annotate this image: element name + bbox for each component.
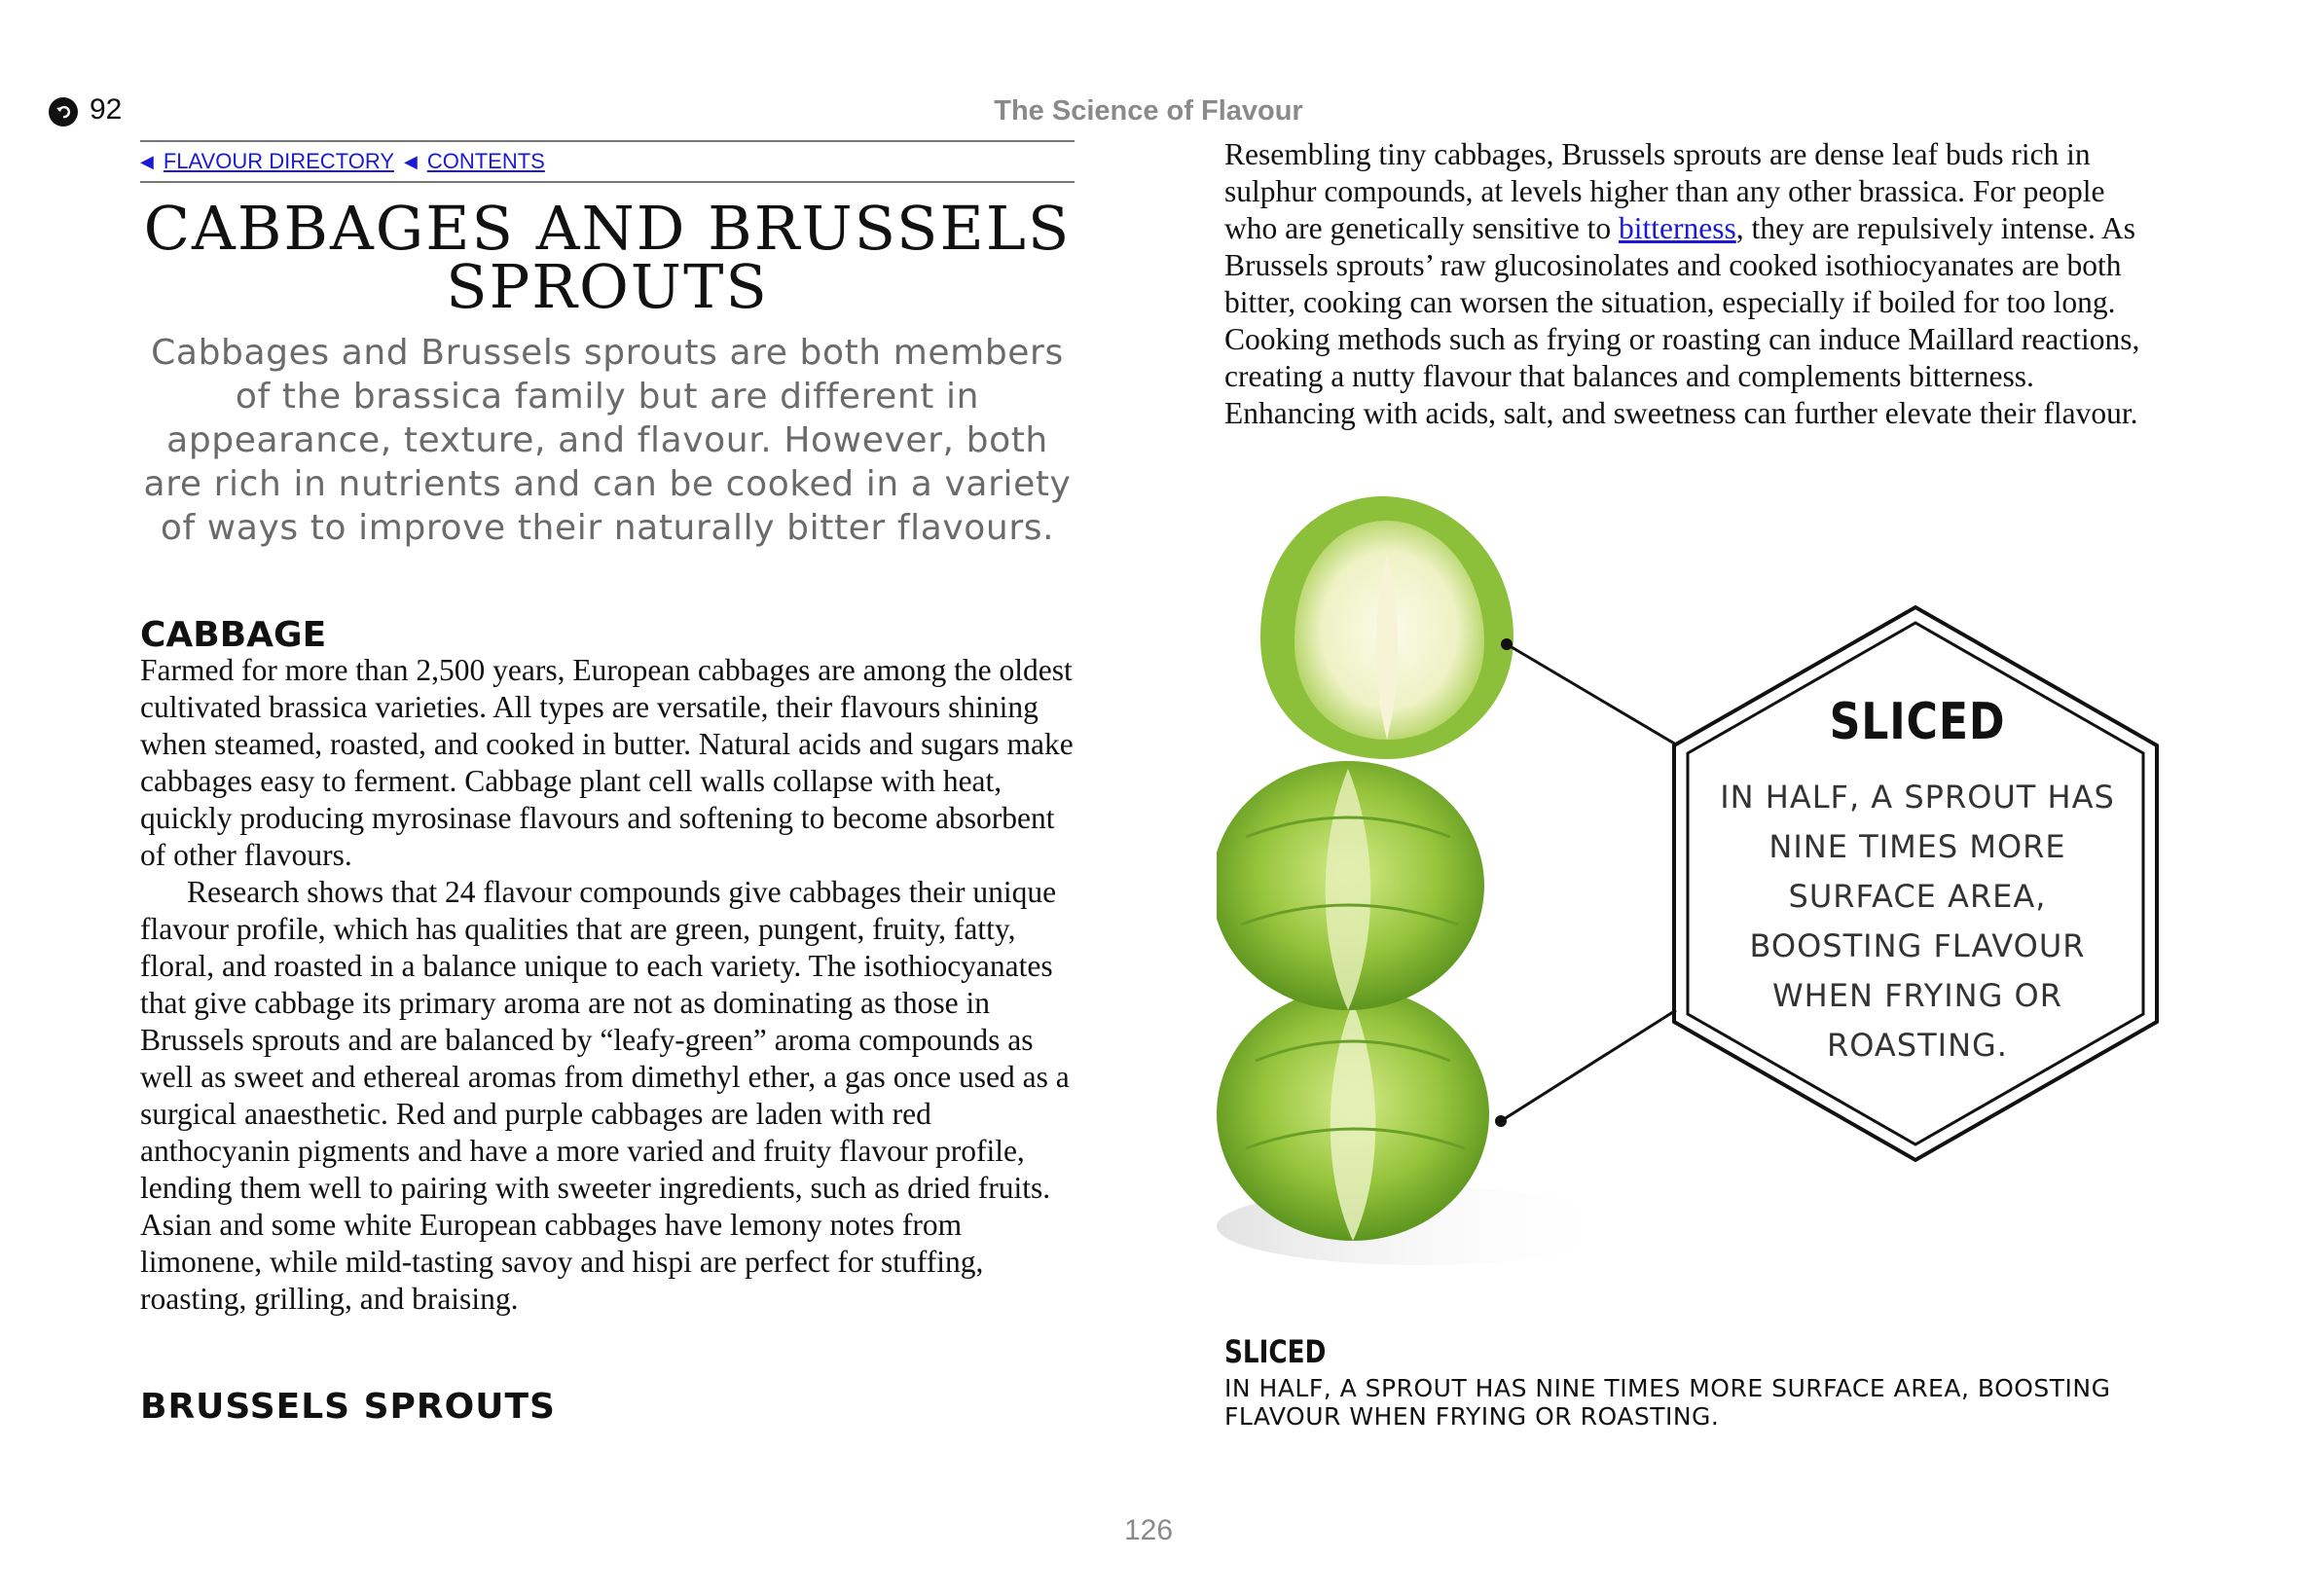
hexagon-line: SURFACE AREA, <box>1788 878 2047 915</box>
hexagon-line: NINE TIMES MORE <box>1768 828 2066 865</box>
cabbage-heading: CABBAGE <box>140 615 327 655</box>
sprouts-text-before-link: Resembling tiny cabbages, Brussels sprouts are dense leaf buds rich in sulphur compounds, at levels higher than any other brassica. For people who are genetically sensitive to <box>1224 137 2105 245</box>
left-triangle-icon: ◀ <box>404 151 418 171</box>
connector-line-bottom <box>1501 1010 1676 1121</box>
middle-sprout <box>1217 761 1484 1010</box>
intro-paragraph: Cabbages and Brussels sprouts are both members of the brassica family but are different in appearance, texture, and flavour. However, both are rich in nutrients and can be cooked in a variety of ways to improve their naturally bitter flavours. <box>143 333 1072 548</box>
flavour-directory-link[interactable]: FLAVOUR DIRECTORY <box>163 149 394 173</box>
hexagon-line: BOOSTING FLAVOUR <box>1749 927 2086 964</box>
top-sliced-sprout <box>1260 496 1513 759</box>
cabbage-paragraph-2: Research shows that 24 flavour compounds give cabbages their unique flavour profile, which has qualities that are green, pungent, fruity, fatty, floral, and roasted in a balance unique to each variety. The isothiocyanates that give cabbage its primary aroma are not as dominating as those in Brussels sprouts and are balanced by “leafy-green” aroma compounds as well as sweet and ethereal aromas from dimethyl ether, a gas once used as a surgical anaesthetic. Red and purple cabbages are laden with red anthocyanin pigments and have a more varied and fruity flavour profile, lending them well to pairing with sweeter ingredients, such as dried fruits. Asian and some white European cabbages have lemony notes from limonene, while mild-tasting savoy and hispi are perfect for stuffing, roasting, grilling, and braising. <box>140 875 1070 1316</box>
bitterness-link[interactable]: bitterness <box>1619 211 1736 245</box>
hexagon-body <box>1679 773 2156 1070</box>
brussels-sprouts-paragraph <box>1224 136 2159 432</box>
hexagon-callout-text <box>1679 693 2156 1070</box>
hexagon-line: ROASTING. <box>1827 1027 2008 1064</box>
caption-body: IN HALF, A SPROUT HAS NINE TIMES MORE SURFACE AREA, BOOSTING FLAVOUR WHEN FRYING OR ROASTING. <box>1224 1374 2111 1431</box>
contents-link[interactable]: CONTENTS <box>426 149 545 173</box>
book-title: The Science of Flavour <box>994 95 1303 127</box>
hexagon-title: SLICED <box>1829 693 2006 751</box>
breadcrumb <box>140 140 1075 183</box>
page-number: 126 <box>1123 1514 1174 1546</box>
cabbage-body <box>140 652 1075 1318</box>
brussels-sprouts-body <box>1224 136 2159 432</box>
hexagon-line: IN HALF, A SPROUT HAS <box>1720 779 2115 816</box>
left-triangle-icon: ◀ <box>140 151 154 171</box>
caption-title: SLICED <box>1224 1333 1327 1370</box>
connector-line-top <box>1507 644 1676 744</box>
bottom-sprout <box>1217 988 1489 1241</box>
cabbage-paragraph-1: Farmed for more than 2,500 years, European cabbages are among the oldest cultivated brassica varieties. All types are versatile, their flavours shining when steamed, roasted, and cooked in butter. Natural acids and sugars make cabbages easy to ferment. Cabbage plant cell walls collapse with heat, quickly producing myrosinase flavours and softening to become absorbent of other flavours. <box>140 653 1074 872</box>
page-title: CABBAGES AND BRUSSELS SPROUTS <box>143 193 1072 322</box>
sprouts-text-after-link: , they are repulsively intense. As Brussels sprouts’ raw glucosinolates and cooked isothiocyanates are both bitter, cooking can worsen the situation, especially if boiled for too long. Cooking methods such as frying or roasting can induce Maillard reactions, creating a nutty flavour that balances and complements bitterness. Enhancing with acids, salt, and sweetness can further elevate their flavour. <box>1224 211 2140 430</box>
back-page-reference[interactable]: 92 <box>90 93 123 126</box>
hexagon-line: WHEN FRYING OR <box>1772 977 2062 1014</box>
brussels-sprouts-heading: BRUSSELS SPROUTS <box>140 1387 556 1427</box>
